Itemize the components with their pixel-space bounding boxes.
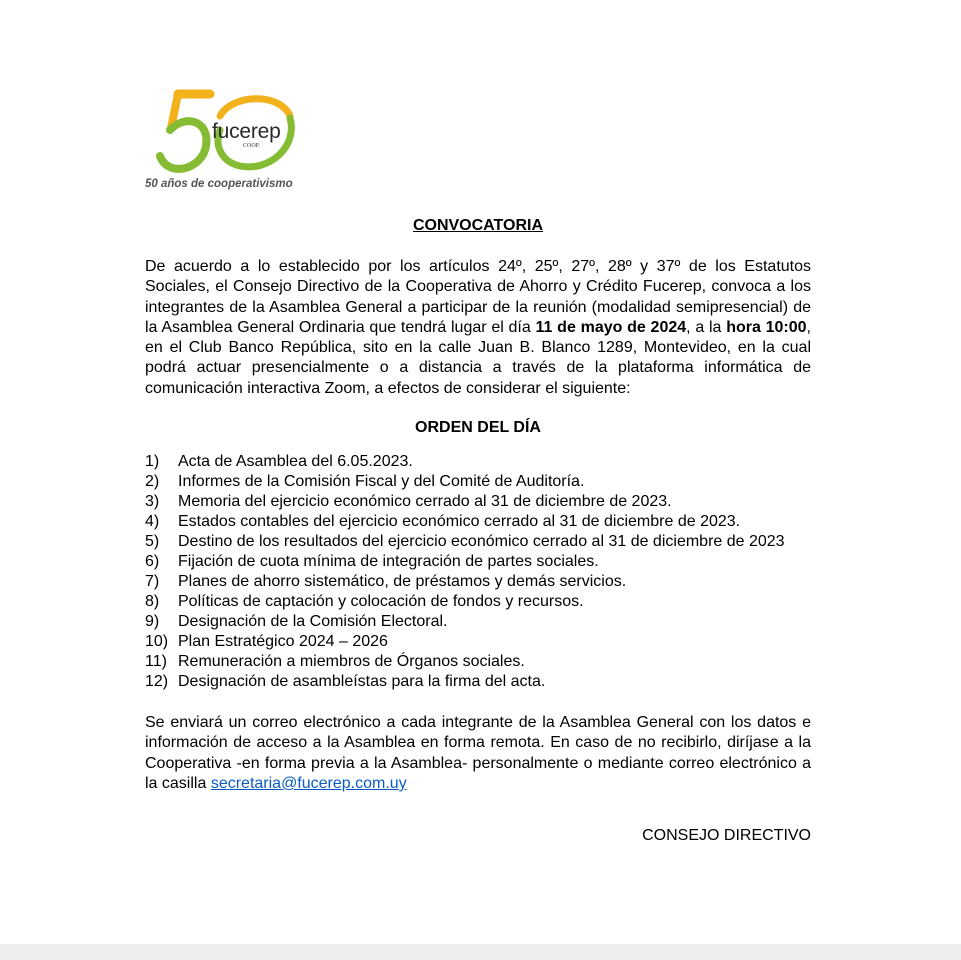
agenda-item-number: 4) (145, 513, 160, 531)
agenda-item-text: Políticas de captación y colocación de fondos y recursos. (178, 593, 584, 611)
logo-name: fucerep (212, 120, 281, 143)
intro-text-1: De acuerdo a lo establecido por los artículos 24º, 25º, 27º, 28º y 37º de los Estatutos Sociales, el Consejo Directivo de la Cooperativa de Ahorro y Crédito Fucerep, convoca a los integrantes de la Asamblea General a participar de la reunión (modalidad semipresencial) de la Asamblea General Ordinaria que tendrá lugar el día (145, 258, 811, 336)
agenda-item-number: 3) (145, 493, 160, 511)
agenda-item (145, 612, 811, 632)
agenda-item (145, 572, 811, 592)
notice-text: Se enviará un correo electrónico a cada integrante de la Asamblea General con los datos e información de acceso a la Asamblea en forma remota. En caso de no recibirlo, diríjase a la Cooperativa -en forma previa a la Asamblea- personalmente o mediante correo electrónico a la casilla (145, 714, 811, 792)
agenda-item-text: Remuneración a miembros de Órganos sociales. (178, 653, 525, 671)
agenda-item-number: 7) (145, 573, 160, 591)
agenda-item (145, 672, 811, 692)
intro-text-2: , a la (686, 318, 727, 336)
document-title: CONVOCATORIA (412, 217, 544, 234)
agenda-item-text: Estados contables del ejercicio económico cerrado al 31 de diciembre de 2023. (178, 513, 741, 531)
agenda-item-number: 10) (145, 633, 169, 651)
page-bottom-band (0, 944, 961, 960)
agenda-item-text: Acta de Asamblea del 6.05.2023. (178, 453, 413, 471)
agenda-item-number: 11) (145, 653, 167, 671)
agenda-item (145, 492, 811, 512)
agenda-item-text: Informes de la Comisión Fiscal y del Comité de Auditoría. (178, 473, 585, 491)
meeting-date: 11 de mayo de 2024 (535, 318, 687, 336)
notice-paragraph (145, 713, 811, 794)
signature: CONSEJO DIRECTIVO (642, 827, 811, 845)
agenda-item (145, 652, 811, 672)
agenda-item-text: Designación de asambleístas para la firma del acta. (178, 673, 546, 691)
agenda-item-number: 1) (145, 453, 160, 471)
agenda-item-number: 9) (145, 613, 160, 631)
fucerep-logo (140, 86, 340, 196)
agenda-item-text: Memoria del ejercicio económico cerrado al 31 de diciembre de 2023. (178, 493, 672, 511)
logo-tagline: 50 años de cooperativismo (145, 178, 293, 190)
agenda-item-number: 8) (145, 593, 160, 611)
agenda-item-text: Plan Estratégico 2024 – 2026 (178, 633, 388, 651)
agenda-item-text: Fijación de cuota mínima de integración de partes sociales. (178, 553, 599, 571)
agenda-item (145, 532, 811, 552)
agenda-item-number: 5) (145, 533, 160, 551)
agenda-item (145, 552, 811, 572)
agenda-item-number: 2) (145, 473, 160, 491)
logo-coop-label: COOP. (243, 143, 260, 149)
agenda-title: ORDEN DEL DÍA (415, 419, 541, 437)
agenda-item (145, 592, 811, 612)
agenda-item (145, 632, 811, 652)
agenda-item (145, 472, 811, 492)
agenda-item (145, 452, 811, 472)
agenda-item-text: Destino de los resultados del ejercicio económico cerrado al 31 de diciembre de 2023 (178, 533, 785, 551)
meeting-time: hora 10:00 (726, 318, 807, 336)
document-body (145, 216, 811, 846)
intro-text-3: , en el Club Banco República, sito en la calle Juan B. Blanco 1289, Montevideo, en la cual podrá actuar presencialmente o a distancia a través de la plataforma informática de comunicación interactiva Zoom, a efectos de considerar el siguiente: (145, 318, 811, 397)
email-link[interactable]: secretaria@fucerep.com.uy (210, 774, 407, 792)
agenda-item-number: 12) (145, 673, 169, 691)
agenda-list (145, 452, 811, 692)
agenda-item-text: Planes de ahorro sistemático, de préstamos y demás servicios. (178, 573, 627, 591)
agenda-item-text: Designación de la Comisión Electoral. (178, 613, 448, 631)
agenda-item-number: 6) (145, 553, 160, 571)
agenda-item (145, 512, 811, 532)
intro-paragraph (145, 257, 811, 399)
